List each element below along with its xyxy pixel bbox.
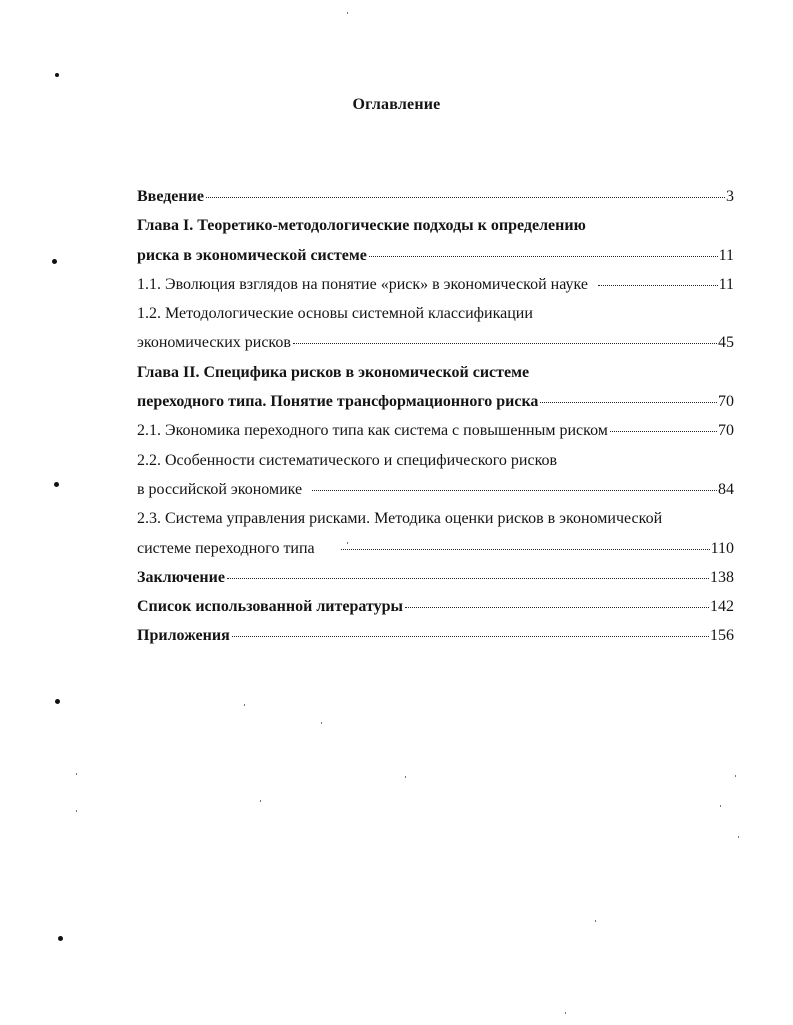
toc-entry-section-1-2-line-1 [137, 299, 734, 328]
toc-entry-title: 2.1. Экономика переходного типа как система с повышенным риском [137, 422, 608, 440]
toc-entry-title: 1.2. Методологические основы системной классификации [137, 305, 533, 323]
toc-entry-section-2-3-line-2 [137, 534, 734, 563]
dot-leader [540, 402, 717, 403]
toc-page-number: 142 [710, 598, 734, 616]
scan-speck [260, 800, 261, 802]
table-of-contents [137, 182, 734, 651]
toc-entry-chapter-2-line-1 [137, 358, 734, 387]
scan-mark [54, 482, 59, 487]
toc-entry-appendices [137, 621, 734, 650]
toc-page-number: 70 [718, 422, 734, 440]
dot-leader [369, 256, 718, 257]
dot-leader [232, 636, 709, 637]
scan-mark [52, 259, 57, 264]
dot-leader [598, 285, 718, 286]
toc-entry-title: риска в экономической системе [137, 246, 367, 264]
scan-speck [405, 776, 406, 778]
dot-leader [341, 549, 710, 550]
toc-entry-section-1-2-line-2 [137, 328, 734, 357]
toc-entry-conclusion [137, 563, 734, 592]
scan-mark [58, 936, 63, 941]
scan-speck [76, 810, 77, 812]
toc-entry-title: переходного типа. Понятие трансформационного риска [137, 393, 539, 411]
toc-entry-title: 2.2. Особенности систематического и специфического рисков [137, 451, 558, 469]
toc-entry-title: Глава I. Теоретико-методологические подходы к определению [137, 217, 586, 235]
toc-entry-bibliography [137, 592, 734, 621]
toc-entry-title: 2.3. Система управления рисками. Методика оценки рисков в экономической [137, 510, 663, 528]
scan-speck [244, 704, 245, 706]
scan-mark [55, 73, 59, 77]
dot-leader [405, 607, 709, 608]
toc-entry-title: Приложения [137, 627, 230, 645]
scan-mark [55, 699, 60, 704]
toc-page-number: 156 [710, 627, 734, 645]
toc-entry-title: 1.1. Эволюция взглядов на понятие «риск» в экономической науке [137, 275, 588, 293]
scan-speck [76, 773, 77, 775]
toc-entry-section-2-1 [137, 416, 734, 445]
scan-speck [321, 722, 322, 724]
dot-leader [610, 431, 717, 432]
toc-entry-introduction [137, 182, 734, 211]
toc-page-number: 70 [718, 393, 734, 411]
scan-speck [735, 775, 736, 777]
toc-entry-title: Глава II. Специфика рисков в экономической системе [137, 363, 530, 381]
toc-entry-section-1-1 [137, 270, 734, 299]
toc-page-number: 45 [718, 334, 734, 352]
toc-page-number: 11 [718, 246, 734, 264]
dot-leader [227, 578, 709, 579]
toc-entry-title: экономических рисков [137, 334, 291, 352]
dot-leader [312, 490, 717, 491]
toc-entry-chapter-1-line-1 [137, 211, 734, 240]
scan-speck [720, 805, 721, 807]
toc-entry-title: Введение [137, 188, 204, 205]
scan-speck [738, 836, 739, 838]
toc-entry-chapter-2-line-2 [137, 387, 734, 416]
scan-speck [347, 542, 348, 544]
dot-leader [293, 343, 717, 344]
toc-page-number: 138 [710, 568, 734, 586]
toc-entry-title: Список использованной литературы [137, 598, 403, 616]
dot-leader [206, 197, 725, 198]
toc-entry-title: в российской экономике [137, 480, 303, 498]
page-title: Оглавление [352, 96, 441, 113]
toc-page-number: 110 [710, 539, 734, 557]
toc-page-number: 84 [718, 480, 734, 498]
toc-entry-title: системе переходного типа [137, 539, 315, 557]
toc-page-number: 11 [718, 275, 734, 293]
toc-entry-section-2-2-line-1 [137, 446, 734, 475]
toc-entry-section-2-2-line-2 [137, 475, 734, 504]
toc-entry-chapter-1-line-2 [137, 241, 734, 270]
scan-speck [347, 12, 348, 14]
toc-entry-title: Заключение [137, 568, 225, 586]
scan-speck [595, 920, 596, 922]
scan-speck [565, 1012, 566, 1014]
toc-page-number: 3 [726, 188, 734, 205]
toc-entry-section-2-3-line-1 [137, 504, 734, 533]
